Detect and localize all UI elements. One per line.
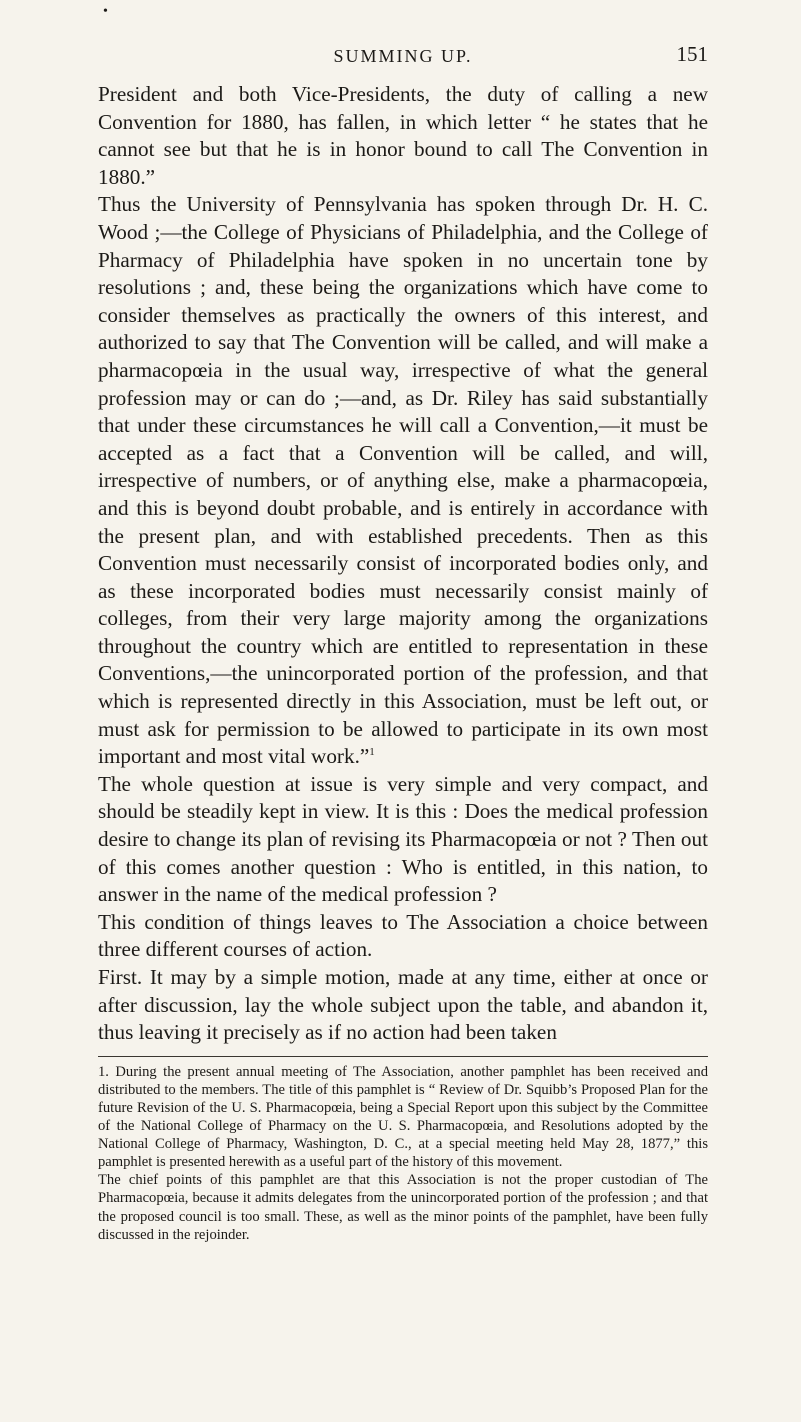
footnote-divider	[98, 1056, 708, 1057]
page-number: 151	[676, 42, 708, 66]
page-header	[98, 0, 708, 70]
margin-mark: •	[103, 4, 108, 19]
paragraph-text: Thus the University of Pennsylvania has spoken through Dr. H. C. Wood ;—the College of Physicians of Philadelphia, and the College of Pharmacy of Philadelphia have spoken in no uncertain tone by resolutions ; and, these being the organizations which have come to consider themselves as practically the owners of this interest, and authorized to say that The Convention will be called, and will make a pharmacopœia in the usual way, irrespective of what the general profession may or can do ;—and, as Dr. Riley has said substantially that under these circumstances he will call a Convention,—it must be accepted as a fact that a Convention will be called, and will, irrespective of numbers, or of anything else, make a pharmacopœia, and this is beyond doubt probable, and is entirely in accordance with the present plan, and with established precedents. Then as this Convention must necessarily consist of incorporated bodies only, and as these incorporated bodies must necessarily consist mainly of colleges, from their very large majority among the organizations throughout the country which are entitled to representation in these Conventions,—the unincorporated portion of the profession, and that which is represented directly in this Association, must be left out, or must ask for permission to be allowed to participate in its own most important and most vital work.”	[98, 192, 708, 769]
paragraph: The whole question at issue is very simple and very compact, and should be steadily kept in view. It is this : Does the medical profession desire to change its plan of revising its Pharmacopœia or not ? Then out of this comes another question : Who is entitled, in this nation, to answer in the name of the medical profession ?	[98, 771, 708, 907]
body-text	[98, 81, 708, 1047]
footnote: The chief points of this pamphlet are that this Association is not the proper custodian of The Pharmacopœia, because it admits delegates from the unincorporated portion of the profession ; and that the proposed council is too small. These, as well as the minor points of the pamphlet, have been fully discussed in the rejoinder.	[98, 1172, 708, 1243]
running-title: SUMMING UP.	[333, 46, 473, 66]
footnotes	[98, 1063, 708, 1244]
footnote-reference: 1	[369, 746, 375, 759]
footnote: 1. During the present annual meeting of The Association, another pamphlet has been received and distributed to the members. The title of this pamphlet is “ Review of Dr. Squibb’s Proposed Plan for the future Revision of the U. S. Pharmacopœia, being a Special Report upon this subject by the Committee of the National College of Pharmacy on the U. S. Pharmacopœia, and Resolutions adopted by the National College of Pharmacy, Washington, D. C., at a special meeting held May 28, 1877,” this pamphlet is presented herewith as a useful part of the history of this movement.	[98, 1063, 708, 1171]
paragraph	[98, 191, 708, 770]
paragraph: This condition of things leaves to The Association a choice between three different courses of action.	[98, 909, 708, 962]
paragraph: President and both Vice-Presidents, the duty of calling a new Convention for 1880, has fallen, in which letter “ he states that he cannot see but that he is in honor bound to call The Convention in 1880.”	[98, 82, 708, 189]
paragraph: First. It may by a simple motion, made at any time, either at once or after discussion, lay the whole subject upon the table, and abandon it, thus leaving it precisely as if no action had been taken	[98, 965, 708, 1045]
